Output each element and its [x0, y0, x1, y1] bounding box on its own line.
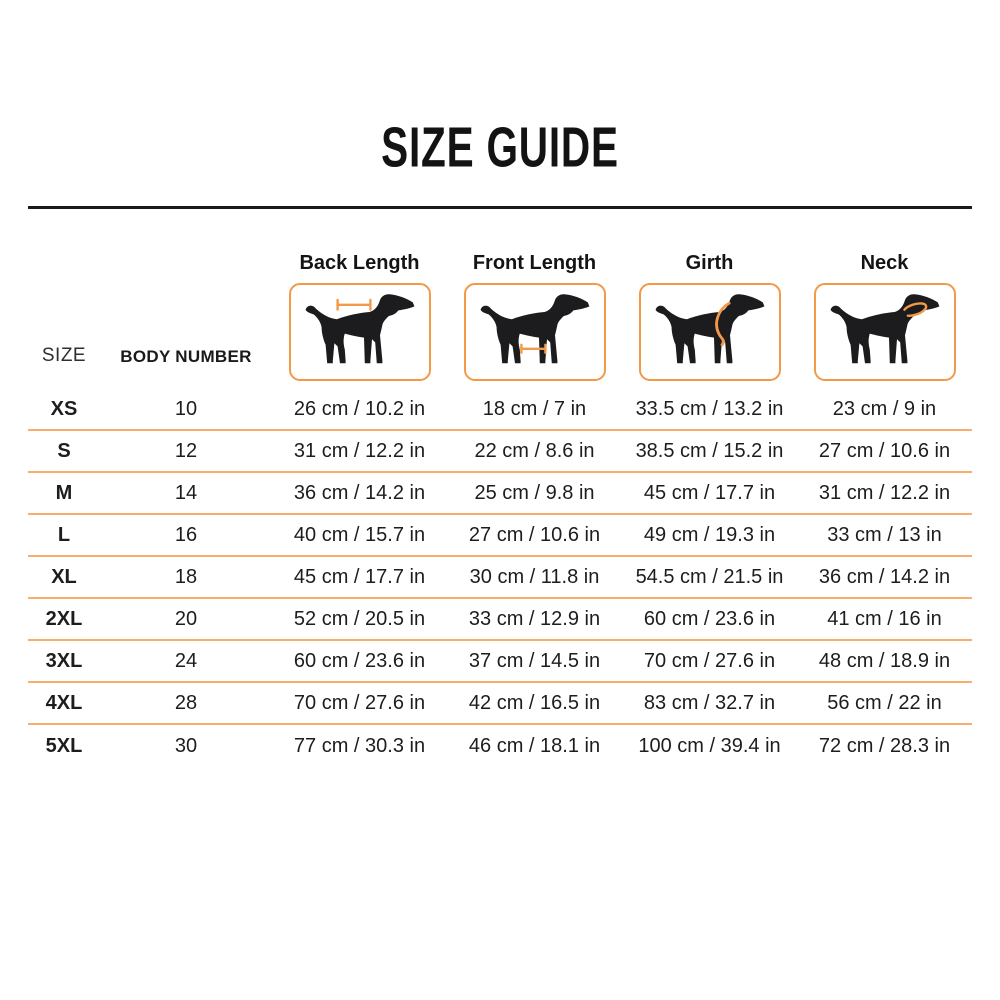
dog-neck-icon — [814, 283, 956, 381]
table-row — [28, 515, 972, 557]
table-row — [28, 389, 972, 431]
back-length-value: 26 cm / 10.2 in — [293, 397, 426, 420]
column-header-size: SIZE — [41, 345, 87, 366]
girth-value: 60 cm / 23.6 in — [643, 607, 776, 630]
girth-value: 49 cm / 19.3 in — [643, 523, 776, 546]
back-length-value: 36 cm / 14.2 in — [293, 481, 426, 504]
size-value: 5XL — [45, 734, 83, 757]
size-value: 4XL — [45, 691, 83, 714]
front-length-value: 37 cm / 14.5 in — [468, 649, 601, 672]
front-length-value: 25 cm / 9.8 in — [474, 481, 595, 504]
body-number-value: 14 — [174, 481, 198, 504]
column-header-body-number: BODY NUMBER — [120, 347, 252, 366]
table-row — [28, 725, 972, 767]
neck-value: 48 cm / 18.9 in — [818, 649, 951, 672]
girth-value: 83 cm / 32.7 in — [643, 691, 776, 714]
back-length-dimension-arrow — [337, 300, 370, 310]
size-value: XS — [50, 397, 78, 420]
girth-value: 38.5 cm / 15.2 in — [635, 439, 784, 462]
size-value: XL — [51, 565, 77, 588]
table-header-row — [28, 252, 972, 389]
body-number-value: 28 — [174, 691, 198, 714]
table-row — [28, 641, 972, 683]
front-length-value: 33 cm / 12.9 in — [468, 607, 601, 630]
front-length-value: 42 cm / 16.5 in — [468, 691, 601, 714]
table-row — [28, 683, 972, 725]
size-value: L — [57, 523, 71, 546]
size-value: S — [57, 439, 71, 462]
neck-value: 31 cm / 12.2 in — [818, 481, 951, 504]
front-length-value: 27 cm / 10.6 in — [468, 523, 601, 546]
back-length-value: 70 cm / 27.6 in — [293, 691, 426, 714]
size-value: 3XL — [45, 649, 83, 672]
back-length-value: 52 cm / 20.5 in — [293, 607, 426, 630]
neck-value: 36 cm / 14.2 in — [818, 565, 951, 588]
back-length-value: 40 cm / 15.7 in — [293, 523, 426, 546]
girth-value: 54.5 cm / 21.5 in — [635, 565, 784, 588]
table-row — [28, 557, 972, 599]
column-header-back-length — [272, 252, 447, 381]
column-label: Front Length — [472, 252, 597, 274]
title-divider — [28, 206, 972, 209]
back-length-value: 77 cm / 30.3 in — [293, 734, 426, 757]
dog-front-length-icon — [464, 283, 606, 381]
body-number-value: 12 — [174, 439, 198, 462]
column-label: Back Length — [299, 252, 420, 274]
table-row — [28, 473, 972, 515]
size-value: 2XL — [45, 607, 83, 630]
page-title: SIZE GUIDE — [381, 116, 619, 180]
dog-girth-icon — [639, 283, 781, 381]
table-row — [28, 431, 972, 473]
body-number-value: 30 — [174, 734, 198, 757]
front-length-value: 30 cm / 11.8 in — [469, 565, 600, 588]
body-number-value: 18 — [174, 565, 198, 588]
column-header-front-length — [447, 252, 622, 381]
body-number-value: 10 — [174, 397, 198, 420]
neck-value: 27 cm / 10.6 in — [818, 439, 951, 462]
front-length-value: 46 cm / 18.1 in — [468, 734, 601, 757]
table-row — [28, 599, 972, 641]
body-number-value: 20 — [174, 607, 198, 630]
back-length-value: 60 cm / 23.6 in — [293, 649, 426, 672]
column-label: Girth — [685, 252, 734, 274]
dog-back-length-icon — [289, 283, 431, 381]
neck-value: 41 cm / 16 in — [827, 607, 942, 630]
neck-value: 56 cm / 22 in — [827, 691, 942, 714]
size-value: M — [55, 481, 73, 504]
neck-value: 23 cm / 9 in — [832, 397, 937, 420]
neck-value: 33 cm / 13 in — [827, 523, 942, 546]
girth-value: 70 cm / 27.6 in — [643, 649, 776, 672]
column-label: Neck — [860, 252, 909, 274]
column-header-neck — [797, 252, 972, 381]
girth-value: 45 cm / 17.7 in — [643, 481, 776, 504]
girth-value: 33.5 cm / 13.2 in — [635, 397, 784, 420]
girth-value: 100 cm / 39.4 in — [638, 734, 781, 757]
front-length-value: 18 cm / 7 in — [482, 397, 587, 420]
body-number-value: 16 — [174, 523, 198, 546]
size-table — [28, 252, 972, 767]
front-length-value: 22 cm / 8.6 in — [474, 439, 595, 462]
body-number-value: 24 — [174, 649, 198, 672]
back-length-value: 45 cm / 17.7 in — [293, 565, 426, 588]
neck-value: 72 cm / 28.3 in — [818, 734, 951, 757]
back-length-value: 31 cm / 12.2 in — [293, 439, 426, 462]
column-header-girth — [622, 252, 797, 381]
